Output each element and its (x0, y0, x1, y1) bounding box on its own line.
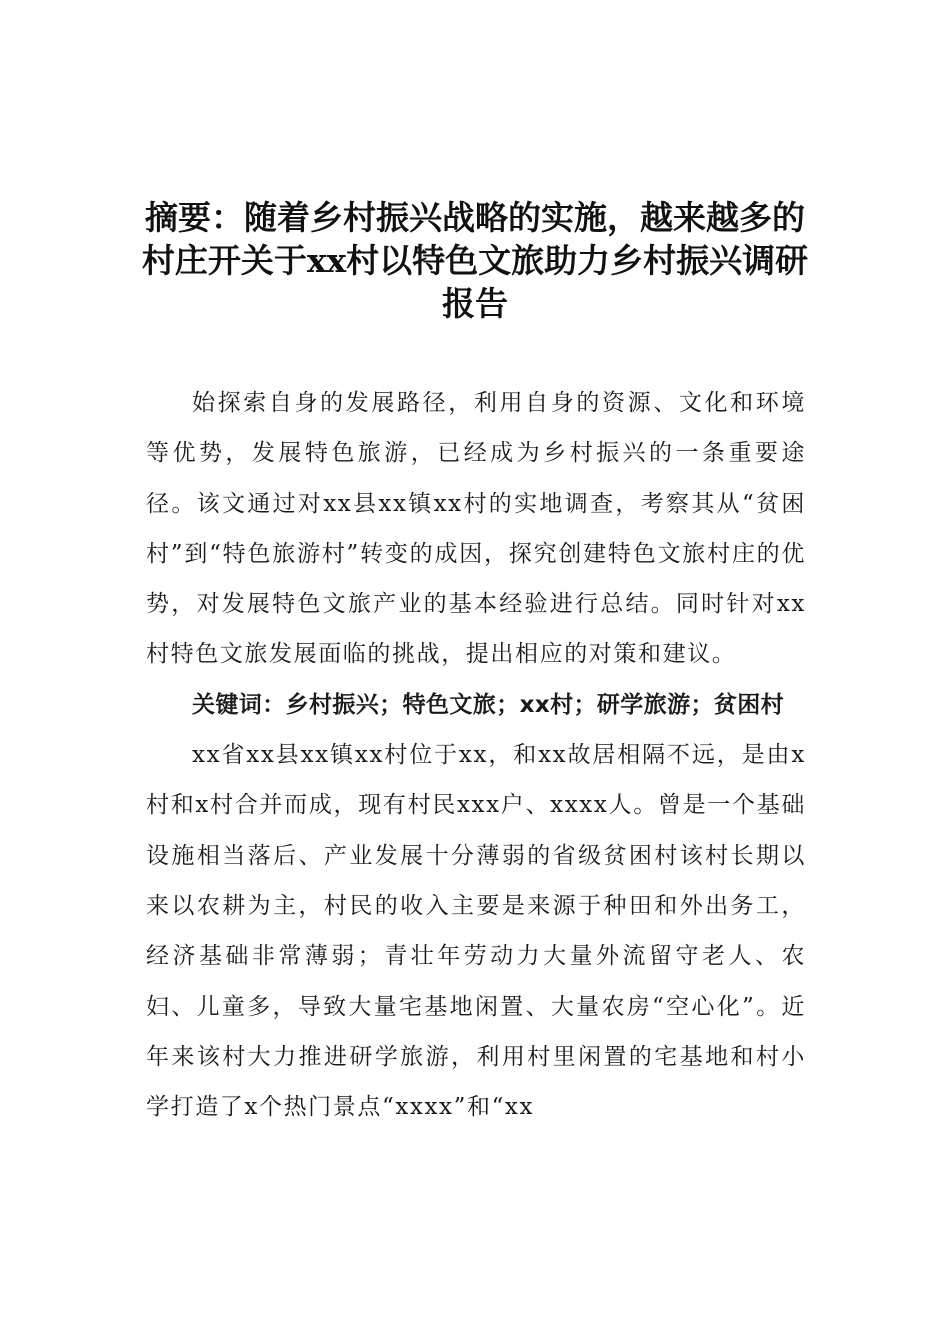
document-title: 摘要：随着乡村振兴战略的实施，越来越多的村庄开关于xx村以特色文旅助力乡村振兴调研报告 (141, 198, 809, 323)
keywords-paragraph (146, 680, 806, 730)
keywords-value: 乡村振兴；特色文旅；xx村；研学旅游；贫困村 (285, 691, 785, 718)
intro-paragraph: xx省xx县xx镇xx村位于xx，和xx故居相隔不远，是由x村和x村合并而成，现有村民xxx户、xxxx人。曾是一个基础设施相当落后、产业发展十分薄弱的省级贫困村该村长期以来以农耕为主，村民的收入主要是来源于种田和外出务工，经济基础非常薄弱；青壮年劳动力大量外流留守老人、农妇、儿童多，导致大量宅基地闲置、大量农房“空心化”。近年来该村大力推进研学旅游，利用村里闲置的宅基地和村小学打造了x个热门景点“xxxx”和“xx (146, 742, 806, 1121)
document-body (146, 378, 806, 1132)
keywords-label: 关键词： (192, 691, 286, 718)
abstract-paragraph: 始探索自身的发展路径，利用自身的资源、文化和环境等优势，发展特色旅游，已经成为乡村振兴的一条重要途径。该文通过对xx县xx镇xx村的实地调查，考察其从“贫困村”到“特色旅游村”转变的成因，探究创建特色文旅村庄的优势，对发展特色文旅产业的基本经验进行总结。同时针对xx村特色文旅发展面临的挑战，提出相应的对策和建议。 (146, 390, 806, 668)
